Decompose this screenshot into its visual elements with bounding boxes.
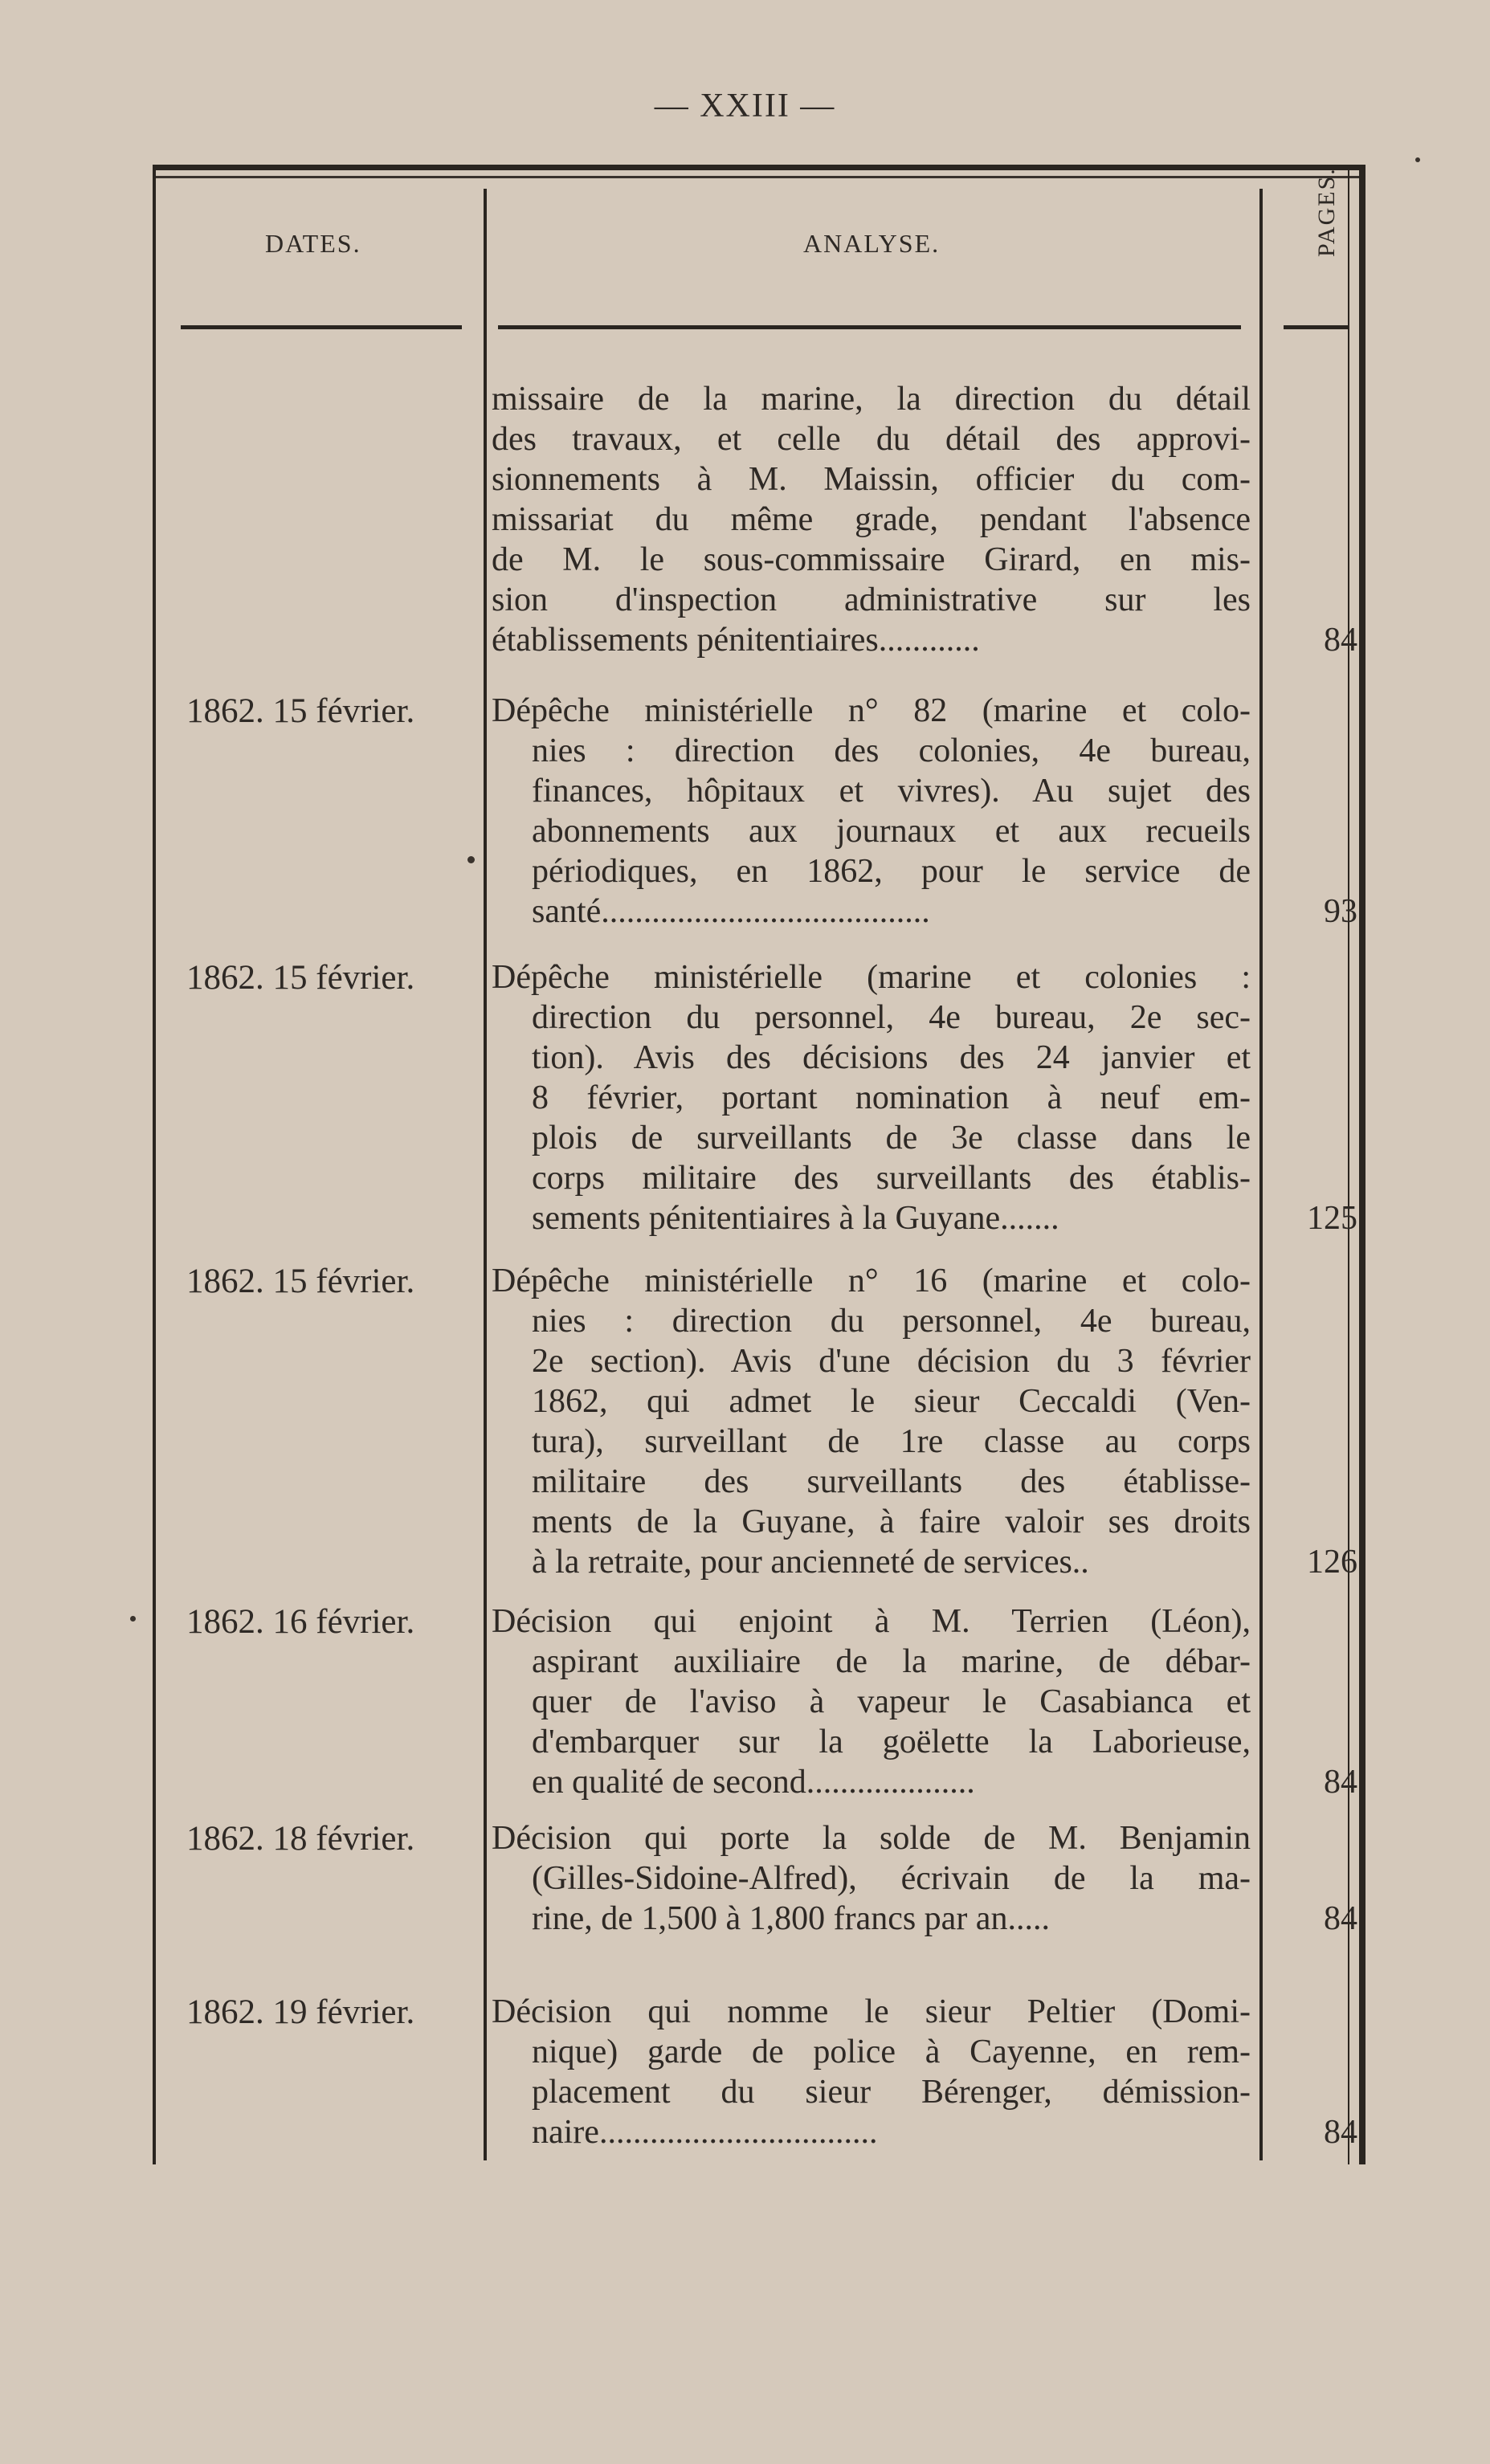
analysis-line: sements pénitentiaires à la Guyane....... (532, 1200, 1059, 1237)
analysis-line: à la retraite, pour ancienneté de services.. (532, 1544, 1089, 1581)
entry-analysis (492, 1992, 1251, 2152)
analysis-line: direction du personnel, 4e bureau, 2e sec- (532, 999, 1251, 1036)
entry-page: 125 (1307, 1200, 1357, 1237)
entry-page: 93 (1324, 893, 1357, 930)
column-header-dates: DATES. (265, 229, 361, 258)
column-header-analyse: ANALYSE. (803, 229, 941, 258)
entry-page: 84 (1324, 1764, 1357, 1801)
analysis-line: santé....................................... (532, 893, 930, 930)
header-rule-pages (1284, 325, 1349, 329)
analysis-line: plois de surveillants de 3e classe dans le (532, 1120, 1251, 1157)
entry-date: 1862. 15 février. (186, 692, 415, 730)
analysis-line: 2e section). Avis d'une décision du 3 février (532, 1343, 1251, 1380)
analysis-line: missariat du même grade, pendant l'absence (492, 501, 1251, 538)
paper-speck (130, 1616, 136, 1622)
analysis-line: tura), surveillant de 1re classe au corps (532, 1423, 1251, 1460)
analysis-line: naire................................. (532, 2114, 878, 2151)
page-header: — XXIII — (654, 88, 836, 124)
table-top-rule (153, 165, 1365, 170)
table-right-border (1359, 165, 1365, 2164)
analysis-line: placement du sieur Bérenger, démission- (532, 2074, 1251, 2111)
table-right-inner-border (1348, 165, 1349, 2164)
analysis-line: en qualité de second.................... (532, 1764, 975, 1801)
analysis-line: Décision qui nomme le sieur Peltier (Domi- (492, 1993, 1251, 2030)
table-top-rule-inner (153, 176, 1365, 178)
analysis-line: tion). Avis des décisions des 24 janvier et (532, 1039, 1251, 1076)
column-header-pages: PAGES. (1313, 167, 1340, 257)
analysis-line: (Gilles-Sidoine-Alfred), écrivain de la ma- (532, 1860, 1251, 1897)
analysis-line: 8 février, portant nomination à neuf em- (532, 1079, 1251, 1116)
entry-page: 126 (1307, 1544, 1357, 1581)
header-rule-dates (181, 325, 462, 329)
analysis-line: des travaux, et celle du détail des approvi- (492, 421, 1251, 458)
analysis-line: aspirant auxiliaire de la marine, de débar- (532, 1643, 1251, 1680)
analysis-line: ments de la Guyane, à faire valoir ses droits (532, 1503, 1251, 1540)
analysis-line: nique) garde de police à Cayenne, en rem- (532, 2034, 1251, 2070)
analysis-line: de M. le sous-commissaire Girard, en mis- (492, 541, 1251, 578)
analysis-line: établissements pénitentiaires............ (492, 622, 980, 659)
analysis-line: sionnements à M. Maissin, officier du com- (492, 461, 1251, 498)
analysis-line: militaire des surveillants des établisse- (532, 1463, 1251, 1500)
entry-analysis (492, 957, 1251, 1238)
entry-date: 1862. 15 février. (186, 1263, 415, 1300)
column-divider-pages (1259, 189, 1263, 2160)
analysis-line: d'embarquer sur la goëlette la Laborieuse, (532, 1724, 1251, 1760)
paper-speck (1415, 157, 1420, 162)
entry-date: 1862. 18 février. (186, 1820, 415, 1858)
column-divider-dates (484, 189, 487, 2160)
analysis-line: nies : direction du personnel, 4e bureau, (532, 1303, 1251, 1340)
analysis-line: abonnements aux journaux et aux recueils (532, 813, 1251, 850)
analysis-line: Dépêche ministérielle n° 82 (marine et colo- (492, 692, 1251, 729)
analysis-line: Décision qui porte la solde de M. Benjamin (492, 1820, 1251, 1857)
header-rule-analyse (498, 325, 1241, 329)
entry-analysis (492, 1601, 1251, 1802)
entry-date: 1862. 16 février. (186, 1603, 415, 1641)
entry-page: 84 (1324, 2114, 1357, 2151)
analysis-line: rine, de 1,500 à 1,800 francs par an..... (532, 1900, 1050, 1937)
analysis-line: nies : direction des colonies, 4e bureau, (532, 732, 1251, 769)
entry-analysis (492, 1261, 1251, 1582)
analysis-line: périodiques, en 1862, pour le service de (532, 853, 1251, 890)
table-left-border (153, 165, 156, 2164)
entry-page: 84 (1324, 1900, 1357, 1937)
analysis-line: quer de l'aviso à vapeur le Casabianca et (532, 1683, 1251, 1720)
analysis-line: Dépêche ministérielle (marine et colonies : (492, 959, 1251, 996)
analysis-line: sion d'inspection administrative sur les (492, 581, 1251, 618)
entry-date: 1862. 19 février. (186, 1993, 415, 2031)
analysis-line: Décision qui enjoint à M. Terrien (Léon), (492, 1603, 1251, 1640)
entry-date: 1862. 15 février. (186, 959, 415, 997)
analysis-line: finances, hôpitaux et vivres). Au sujet des (532, 773, 1251, 810)
entry-analysis (492, 379, 1251, 660)
paper-speck (467, 856, 475, 863)
analysis-line: missaire de la marine, la direction du détail (492, 381, 1251, 418)
analysis-line: 1862, qui admet le sieur Ceccaldi (Ven- (532, 1383, 1251, 1420)
analysis-line: corps militaire des surveillants des établis- (532, 1160, 1251, 1197)
entry-page: 84 (1324, 622, 1357, 659)
entry-analysis (492, 1818, 1251, 1939)
entry-analysis (492, 691, 1251, 932)
analysis-line: Dépêche ministérielle n° 16 (marine et colo- (492, 1263, 1251, 1299)
